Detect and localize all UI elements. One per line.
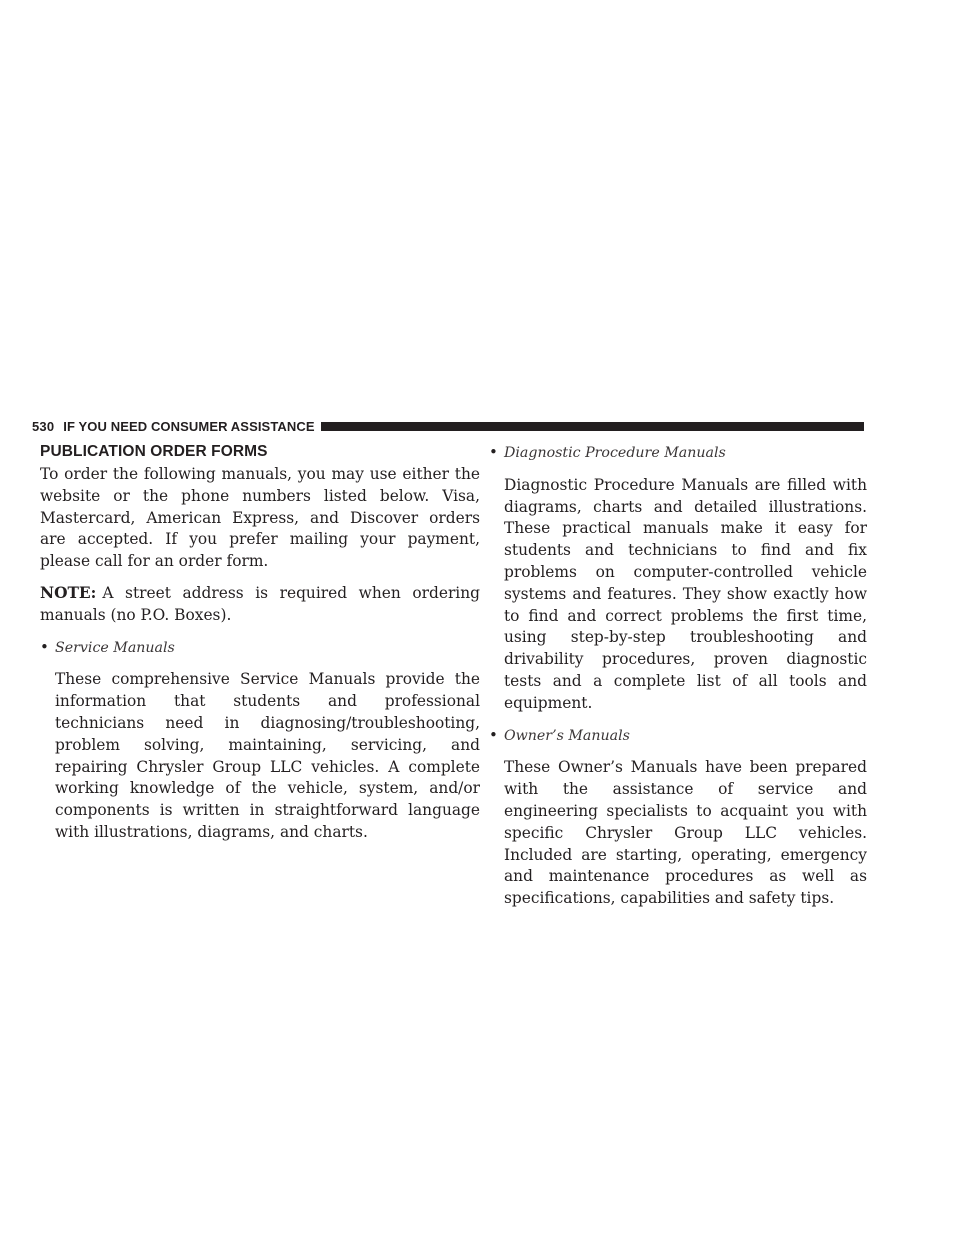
note-text: A street address is required when ordering manuals (no P.O. Boxes). — [40, 583, 480, 624]
bullet-icon: • — [489, 725, 498, 744]
left-column — [40, 442, 480, 854]
page-title: PUBLICATION ORDER FORMS — [40, 443, 268, 460]
owners-manuals-description: These Owner’s Manuals have been prepared with the assistance of service and engineering specialists to acquaint you with specific Chrysler Group LLC vehicles. Included are starting, operating, emergency and maintenance procedures as well as specifications, capabilities and safety tips. — [504, 758, 867, 908]
bullet-icon: • — [40, 637, 49, 656]
intro-paragraph: To order the following manuals, you may use either the website or the phone numbers listed below. Visa, Mastercard, American Express, and Discover orders are accepted. If you prefer mailing your payment, please call for an order form. — [40, 465, 480, 571]
bullet-diagnostic-manuals — [489, 442, 867, 465]
diagnostic-manuals-description: Diagnostic Procedure Manuals are filled with diagrams, charts and detailed illustrations. These practical manuals make it easy for students and technicians to find and fix problems on computer-controlled vehicle systems and features. They show exactly how to find and correct problems the first time, using step-by-step troubleshooting and drivability procedures, proven diagnostic tests and a complete list of all tools and equipment. — [504, 475, 867, 712]
note-paragraph — [40, 583, 480, 627]
page-number: 530 — [32, 418, 55, 434]
note-label: NOTE: — [40, 583, 97, 602]
right-column — [489, 442, 867, 920]
header-rule — [321, 422, 864, 431]
bullet-label: Owner’s Manuals — [504, 727, 630, 744]
section-title-header: IF YOU NEED CONSUMER ASSISTANCE — [63, 418, 315, 434]
bullet-icon: • — [489, 443, 498, 461]
service-manuals-description: These comprehensive Service Manuals provide the information that students and professional technicians need in diagnosing/troubleshooting, problem solving, maintaining, servicing, and repairing Chrysler Group LLC vehicles. A complete working knowledge of the vehicle, system, and/or components is written in straightforward language with illustrations, diagrams, and charts. — [55, 670, 480, 841]
page-header — [32, 417, 864, 435]
bullet-label: Service Manuals — [55, 639, 175, 656]
bullet-owners-manuals — [489, 725, 867, 748]
bullet-label: Diagnostic Procedure Manuals — [504, 445, 726, 461]
bullet-service-manuals — [40, 637, 480, 660]
